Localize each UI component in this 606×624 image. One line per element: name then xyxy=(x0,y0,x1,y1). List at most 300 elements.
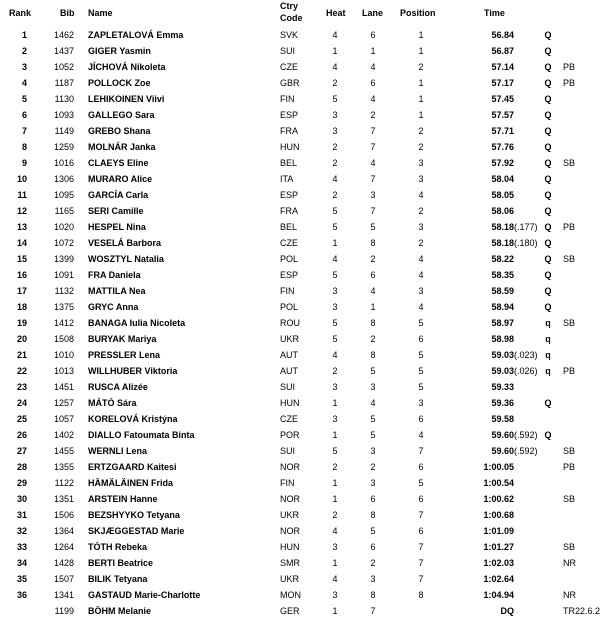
time-cell: 58.97 xyxy=(491,318,514,328)
athlete-name: GREBO Shana xyxy=(88,126,151,136)
bib-cell: 1355 xyxy=(53,462,74,472)
lane-cell: 5 xyxy=(370,222,376,232)
country-code: HUN xyxy=(280,398,300,408)
heat-cell: 1 xyxy=(332,46,338,56)
record-note: PB xyxy=(563,62,576,72)
position-cell: 4 xyxy=(418,302,424,312)
bib-cell: 1402 xyxy=(53,430,74,440)
athlete-name: KORELOVÁ Kristýna xyxy=(88,414,178,424)
position-cell: 3 xyxy=(418,222,424,232)
position-cell: 6 xyxy=(418,414,424,424)
position-cell: 5 xyxy=(418,318,424,328)
rank-cell: 25 xyxy=(16,414,27,424)
position-cell: 5 xyxy=(418,350,424,360)
position-cell: 7 xyxy=(418,574,424,584)
athlete-name: WILLHUBER Viktoria xyxy=(88,366,178,376)
rank-cell: 11 xyxy=(17,190,27,200)
rank-cell: 16 xyxy=(16,270,27,280)
rank-cell: 15 xyxy=(16,254,27,264)
table-row xyxy=(0,540,606,556)
country-code: FIN xyxy=(280,286,295,296)
heat-cell: 4 xyxy=(332,526,338,536)
table-row xyxy=(0,444,606,460)
rank-cell: 6 xyxy=(21,110,27,120)
rank-cell: 20 xyxy=(16,334,27,344)
time-cell: 57.71 xyxy=(491,126,514,136)
heat-cell: 2 xyxy=(332,142,338,152)
bib-cell: 1428 xyxy=(53,558,74,568)
time-cell: 1:02.64 xyxy=(483,574,514,584)
athlete-name: GIGER Yasmin xyxy=(88,46,151,56)
heat-cell: 4 xyxy=(332,254,338,264)
lane-cell: 2 xyxy=(370,558,376,568)
country-code: AUT xyxy=(280,350,298,360)
heat-cell: 2 xyxy=(332,190,338,200)
position-cell: 4 xyxy=(418,270,424,280)
lane-cell: 3 xyxy=(370,382,376,392)
country-code: UKR xyxy=(280,334,300,344)
lane-cell: 2 xyxy=(370,110,376,120)
bib-cell: 1462 xyxy=(53,30,74,40)
lane-cell: 4 xyxy=(370,286,376,296)
qualification-mark: Q xyxy=(544,142,552,152)
athlete-name: HESPEL Nina xyxy=(88,222,146,232)
country-code: ROU xyxy=(280,318,300,328)
qualification-mark: Q xyxy=(544,62,552,72)
country-code: FIN xyxy=(280,478,295,488)
lane-cell: 7 xyxy=(370,606,376,616)
time-cell: 57.14 xyxy=(491,62,514,72)
time-cell: 1:04.94 xyxy=(483,590,514,600)
table-row xyxy=(0,156,606,172)
heat-cell: 5 xyxy=(332,94,338,104)
qualification-mark: Q xyxy=(544,158,552,168)
lane-cell: 7 xyxy=(370,142,376,152)
lane-cell: 4 xyxy=(370,398,376,408)
lane-cell: 7 xyxy=(370,206,376,216)
rank-cell: 13 xyxy=(16,222,27,232)
bib-cell: 1057 xyxy=(53,414,74,424)
time-cell: DQ xyxy=(500,606,514,616)
qualification-mark: Q xyxy=(544,190,552,200)
qualification-mark: Q xyxy=(544,206,552,216)
heat-cell: 4 xyxy=(332,574,338,584)
lane-cell: 7 xyxy=(370,126,376,136)
bib-cell: 1399 xyxy=(53,254,74,264)
country-code: HUN xyxy=(280,542,300,552)
bib-cell: 1199 xyxy=(54,606,74,616)
athlete-name: MATTILA Nea xyxy=(88,286,146,296)
heat-cell: 1 xyxy=(332,558,338,568)
qualification-mark: Q xyxy=(544,94,552,104)
country-code: AUT xyxy=(280,366,298,376)
time-cell: 59.36 xyxy=(491,398,514,408)
athlete-name: TÓTH Rebeka xyxy=(88,542,148,552)
lane-cell: 6 xyxy=(370,30,376,40)
country-code: UKR xyxy=(280,574,300,584)
country-code: FRA xyxy=(280,206,298,216)
bib-cell: 1257 xyxy=(53,398,74,408)
athlete-name: WOSZTYL Natalia xyxy=(88,254,164,264)
heat-cell: 2 xyxy=(332,158,338,168)
bib-cell: 1130 xyxy=(54,94,74,104)
bib-cell: 1351 xyxy=(53,494,74,504)
qualification-mark: Q xyxy=(544,254,552,264)
table-row xyxy=(0,188,606,204)
time-cell: 59.60 xyxy=(491,430,514,440)
country-code: POL xyxy=(280,302,299,312)
table-row xyxy=(0,300,606,316)
heat-cell: 2 xyxy=(332,366,338,376)
time-cell: 58.59 xyxy=(491,286,514,296)
time-cell: 59.33 xyxy=(491,382,514,392)
country-code: CZE xyxy=(280,414,298,424)
lane-cell: 5 xyxy=(370,414,376,424)
heat-cell: 5 xyxy=(332,206,338,216)
heat-cell: 5 xyxy=(332,318,338,328)
country-code: POR xyxy=(280,430,300,440)
position-cell: 6 xyxy=(418,526,424,536)
position-cell: 7 xyxy=(418,558,424,568)
qualification-mark: Q xyxy=(544,46,552,56)
qualification-mark: Q xyxy=(544,302,552,312)
bib-cell: 1506 xyxy=(53,510,74,520)
lane-cell: 3 xyxy=(370,190,376,200)
position-cell: 4 xyxy=(418,254,424,264)
header-position: Position xyxy=(400,8,436,18)
position-cell: 2 xyxy=(418,126,424,136)
time-cell: 57.92 xyxy=(491,158,514,168)
heat-cell: 4 xyxy=(332,62,338,72)
record-note: PB xyxy=(563,222,576,232)
country-code: NOR xyxy=(280,462,300,472)
table-row xyxy=(0,268,606,284)
country-code: NOR xyxy=(280,494,300,504)
time-cell: 58.04 xyxy=(491,174,514,184)
bib-cell: 1455 xyxy=(53,446,74,456)
bib-cell: 1451 xyxy=(53,382,74,392)
country-code: GER xyxy=(280,606,300,616)
athlete-name: MOLNÁR Janka xyxy=(88,142,156,152)
time-cell: 1:00.68 xyxy=(483,510,514,520)
heat-cell: 2 xyxy=(332,462,338,472)
header-bib: Bib xyxy=(60,8,75,18)
position-cell: 2 xyxy=(418,238,424,248)
qualification-mark: Q xyxy=(544,398,552,408)
table-row xyxy=(0,428,606,444)
record-note: SB xyxy=(563,542,576,552)
lane-cell: 6 xyxy=(370,542,376,552)
table-row xyxy=(0,572,606,588)
heat-cell: 3 xyxy=(332,110,338,120)
table-row xyxy=(0,524,606,540)
time-cell: 58.18 xyxy=(491,238,514,248)
bib-cell: 1020 xyxy=(53,222,74,232)
bib-cell: 1093 xyxy=(53,110,74,120)
qualification-mark: Q xyxy=(544,30,552,40)
athlete-name: DIALLO Fatoumata Binta xyxy=(88,430,195,440)
bib-cell: 1364 xyxy=(53,526,74,536)
qualification-mark: Q xyxy=(544,222,552,232)
lane-cell: 6 xyxy=(370,78,376,88)
header-rank: Rank xyxy=(9,8,32,18)
table-row xyxy=(0,108,606,124)
record-note: PB xyxy=(563,366,576,376)
bib-cell: 1052 xyxy=(53,62,74,72)
time-cell: 57.76 xyxy=(491,142,514,152)
qualification-mark: Q xyxy=(544,126,552,136)
lane-cell: 6 xyxy=(370,494,376,504)
athlete-name: BANAGA Iulia Nicoleta xyxy=(88,318,186,328)
table-header xyxy=(0,0,606,28)
country-code: GBR xyxy=(280,78,300,88)
rank-cell: 3 xyxy=(21,62,27,72)
position-cell: 1 xyxy=(418,30,424,40)
time-cell: 1:02.03 xyxy=(483,558,514,568)
athlete-name: PRESSLER Lena xyxy=(88,350,161,360)
bib-cell: 1264 xyxy=(53,542,74,552)
time-cell: 58.94 xyxy=(491,302,514,312)
position-cell: 1 xyxy=(418,78,424,88)
lane-cell: 5 xyxy=(370,526,376,536)
athlete-name: BERTI Beatrice xyxy=(88,558,154,568)
rank-cell: 8 xyxy=(21,142,27,152)
header-time: Time xyxy=(484,8,505,18)
country-code: UKR xyxy=(280,510,300,520)
rank-cell: 26 xyxy=(16,430,27,440)
bib-cell: 1437 xyxy=(53,46,74,56)
rank-cell: 33 xyxy=(16,542,27,552)
athlete-name: JÍCHOVÁ Nikoleta xyxy=(88,62,166,72)
country-code: BEL xyxy=(280,222,298,232)
results-table xyxy=(0,28,606,620)
country-code: HUN xyxy=(280,142,300,152)
position-cell: 6 xyxy=(418,462,424,472)
table-row xyxy=(0,172,606,188)
time-cell: 59.58 xyxy=(491,414,514,424)
lane-cell: 2 xyxy=(370,254,376,264)
tiebreak-cell: (.180) xyxy=(514,238,538,248)
athlete-name: ERTZGAARD Kaitesi xyxy=(88,462,177,472)
athlete-name: ARSTEIN Hanne xyxy=(88,494,158,504)
athlete-name: GARCÍA Carla xyxy=(88,190,149,200)
table-row xyxy=(0,204,606,220)
lane-cell: 4 xyxy=(370,94,376,104)
table-row xyxy=(0,332,606,348)
athlete-name: SKJÆGGESTAD Marie xyxy=(88,526,185,536)
record-note: SB xyxy=(563,446,576,456)
record-note: NR xyxy=(563,558,576,568)
athlete-name: RUSCA Alizée xyxy=(88,382,148,392)
lane-cell: 2 xyxy=(370,334,376,344)
qualification-mark: q xyxy=(545,334,551,344)
heat-cell: 3 xyxy=(332,382,338,392)
heat-cell: 3 xyxy=(332,542,338,552)
bib-cell: 1010 xyxy=(53,350,74,360)
lane-cell: 6 xyxy=(370,270,376,280)
time-cell: 59.60 xyxy=(491,446,514,456)
country-code: SUI xyxy=(280,382,296,392)
rank-cell: 1 xyxy=(21,30,27,40)
heat-cell: 3 xyxy=(332,302,338,312)
table-row xyxy=(0,140,606,156)
time-cell: 59.03 xyxy=(491,366,514,376)
country-code: FIN xyxy=(280,94,295,104)
header-code: Code xyxy=(280,13,303,23)
rank-cell: 9 xyxy=(21,158,27,168)
table-row xyxy=(0,556,606,572)
country-code: ITA xyxy=(280,174,294,184)
country-code: ESP xyxy=(280,110,299,120)
bib-cell: 1091 xyxy=(53,270,74,280)
country-code: SUI xyxy=(280,446,296,456)
rank-cell: 12 xyxy=(16,206,27,216)
lane-cell: 8 xyxy=(370,350,376,360)
heat-cell: 1 xyxy=(332,494,338,504)
country-code: NOR xyxy=(280,526,300,536)
time-cell: 58.18 xyxy=(491,222,514,232)
time-cell: 58.06 xyxy=(491,206,514,216)
rank-cell: 28 xyxy=(16,462,27,472)
bib-cell: 1306 xyxy=(53,174,74,184)
lane-cell: 8 xyxy=(370,510,376,520)
record-note: SB xyxy=(563,254,576,264)
heat-cell: 3 xyxy=(332,590,338,600)
table-row xyxy=(0,44,606,60)
bib-cell: 1375 xyxy=(53,302,74,312)
time-cell: 58.22 xyxy=(491,254,514,264)
tiebreak-cell: (.026) xyxy=(514,366,538,376)
table-row xyxy=(0,396,606,412)
heat-cell: 1 xyxy=(332,430,338,440)
qualification-mark: Q xyxy=(544,174,552,184)
table-row xyxy=(0,236,606,252)
country-code: ESP xyxy=(280,190,299,200)
rank-cell: 31 xyxy=(16,510,27,520)
rank-cell: 21 xyxy=(16,350,27,360)
table-row xyxy=(0,460,606,476)
athlete-name: LEHIKOINEN Viivi xyxy=(88,94,165,104)
heat-cell: 1 xyxy=(332,238,338,248)
lane-cell: 3 xyxy=(370,446,376,456)
country-code: SUI xyxy=(280,46,296,56)
time-cell: 1:00.62 xyxy=(483,494,514,504)
heat-cell: 5 xyxy=(332,270,338,280)
time-cell: 59.03 xyxy=(491,350,514,360)
tiebreak-cell: (.592) xyxy=(514,430,538,440)
country-code: BEL xyxy=(280,158,298,168)
time-cell: 1:01.27 xyxy=(483,542,514,552)
bib-cell: 1507 xyxy=(53,574,74,584)
athlete-name: GASTAUD Marie-Charlotte xyxy=(88,590,201,600)
athlete-name: GALLEGO Sara xyxy=(88,110,155,120)
bib-cell: 1508 xyxy=(53,334,74,344)
record-note: SB xyxy=(563,318,576,328)
lane-cell: 2 xyxy=(370,462,376,472)
bib-cell: 1095 xyxy=(53,190,74,200)
record-note: NR xyxy=(563,590,576,600)
rank-cell: 30 xyxy=(16,494,27,504)
time-cell: 1:00.54 xyxy=(483,478,514,488)
athlete-name: GRYC Anna xyxy=(88,302,139,312)
position-cell: 3 xyxy=(418,174,424,184)
bib-cell: 1149 xyxy=(54,126,74,136)
heat-cell: 1 xyxy=(332,606,338,616)
heat-cell: 3 xyxy=(332,414,338,424)
position-cell: 3 xyxy=(418,158,424,168)
rank-cell: 24 xyxy=(16,398,27,408)
country-code: POL xyxy=(280,254,299,264)
lane-cell: 5 xyxy=(370,430,376,440)
rank-cell: 18 xyxy=(16,302,27,312)
athlete-name: SERI Camille xyxy=(88,206,144,216)
bib-cell: 1165 xyxy=(54,206,74,216)
bib-cell: 1122 xyxy=(54,478,74,488)
athlete-name: CLAEYS Eline xyxy=(88,158,149,168)
heat-cell: 5 xyxy=(332,446,338,456)
rank-cell: 34 xyxy=(16,558,27,568)
header-heat: Heat xyxy=(326,8,346,18)
table-row xyxy=(0,604,606,620)
bib-cell: 1013 xyxy=(53,366,74,376)
qualification-mark: Q xyxy=(544,286,552,296)
table-row xyxy=(0,60,606,76)
lane-cell: 3 xyxy=(370,478,376,488)
rank-cell: 36 xyxy=(16,590,27,600)
heat-cell: 5 xyxy=(332,222,338,232)
heat-cell: 2 xyxy=(332,78,338,88)
lane-cell: 7 xyxy=(370,174,376,184)
time-cell: 57.17 xyxy=(491,78,514,88)
country-code: MON xyxy=(280,590,301,600)
table-row xyxy=(0,28,606,44)
table-row xyxy=(0,508,606,524)
time-cell: 56.87 xyxy=(491,46,514,56)
rank-cell: 22 xyxy=(16,366,27,376)
heat-cell: 4 xyxy=(332,350,338,360)
time-cell: 1:01.09 xyxy=(483,526,514,536)
rank-cell: 10 xyxy=(16,174,27,184)
position-cell: 2 xyxy=(418,142,424,152)
bib-cell: 1072 xyxy=(53,238,74,248)
qualification-mark: Q xyxy=(544,430,552,440)
table-row xyxy=(0,252,606,268)
lane-cell: 3 xyxy=(370,574,376,584)
athlete-name: BÖHM Melanie xyxy=(88,606,152,616)
heat-cell: 1 xyxy=(332,398,338,408)
heat-cell: 1 xyxy=(332,478,338,488)
position-cell: 7 xyxy=(418,446,424,456)
table-row xyxy=(0,492,606,508)
qualification-mark: Q xyxy=(544,270,552,280)
lane-cell: 8 xyxy=(370,238,376,248)
rank-cell: 32 xyxy=(16,526,27,536)
time-cell: 58.35 xyxy=(491,270,514,280)
rank-cell: 23 xyxy=(16,382,27,392)
bib-cell: 1132 xyxy=(54,286,74,296)
table-row xyxy=(0,92,606,108)
rank-cell: 17 xyxy=(16,286,27,296)
rank-cell: 2 xyxy=(21,46,27,56)
rank-cell: 14 xyxy=(16,238,27,248)
bib-cell: 1259 xyxy=(53,142,74,152)
country-code: CZE xyxy=(280,62,298,72)
bib-cell: 1016 xyxy=(53,158,74,168)
record-note: PB xyxy=(563,462,576,472)
header-ctry: Ctry xyxy=(280,1,299,11)
athlete-name: ZAPLETALOVÁ Emma xyxy=(88,30,184,40)
position-cell: 4 xyxy=(418,190,424,200)
